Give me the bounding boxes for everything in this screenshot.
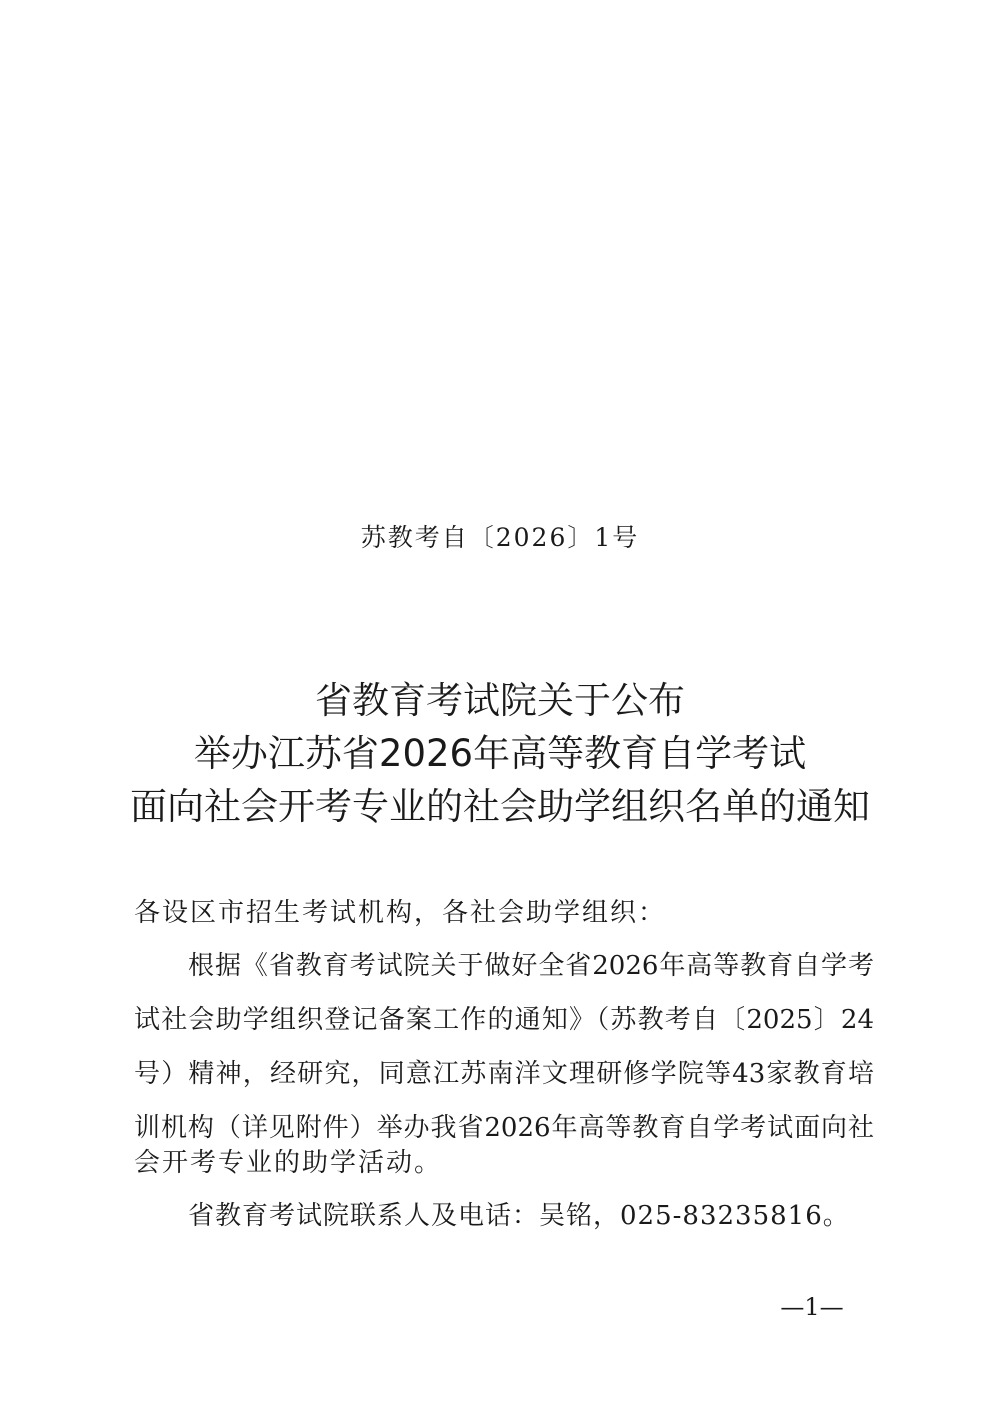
salutation: 各设区市招生考试机构，各社会助学组织： (134, 898, 667, 928)
body-line-1: 根据《省教育考试院关于做好全省2026年高等教育自学考 (188, 951, 874, 981)
page-number: —1— (780, 1293, 844, 1321)
contact-info: 省教育考试院联系人及电话：吴铭，025-83235816。 (188, 1201, 850, 1231)
body-line-2: 试社会助学组织登记备案工作的通知》（苏教考自〔2025〕24 (134, 1005, 874, 1035)
title-line-3: 面向社会开考专业的社会助学组织名单的通知 (130, 785, 870, 828)
body-line-4: 训机构（详见附件）举办我省2026年高等教育自学考试面向社 (134, 1113, 874, 1143)
title-line-1: 省教育考试院关于公布 (315, 679, 685, 722)
document-title (0, 674, 1000, 833)
body-line-3: 号）精神，经研究，同意江苏南洋文理研修学院等43家教育培 (134, 1059, 874, 1089)
title-line-2: 举办江苏省2026年高等教育自学考试 (193, 732, 807, 775)
document-number: 苏教考自〔2026〕1号 (360, 523, 640, 552)
body-line-5: 会开考专业的助学活动。 (134, 1148, 443, 1178)
